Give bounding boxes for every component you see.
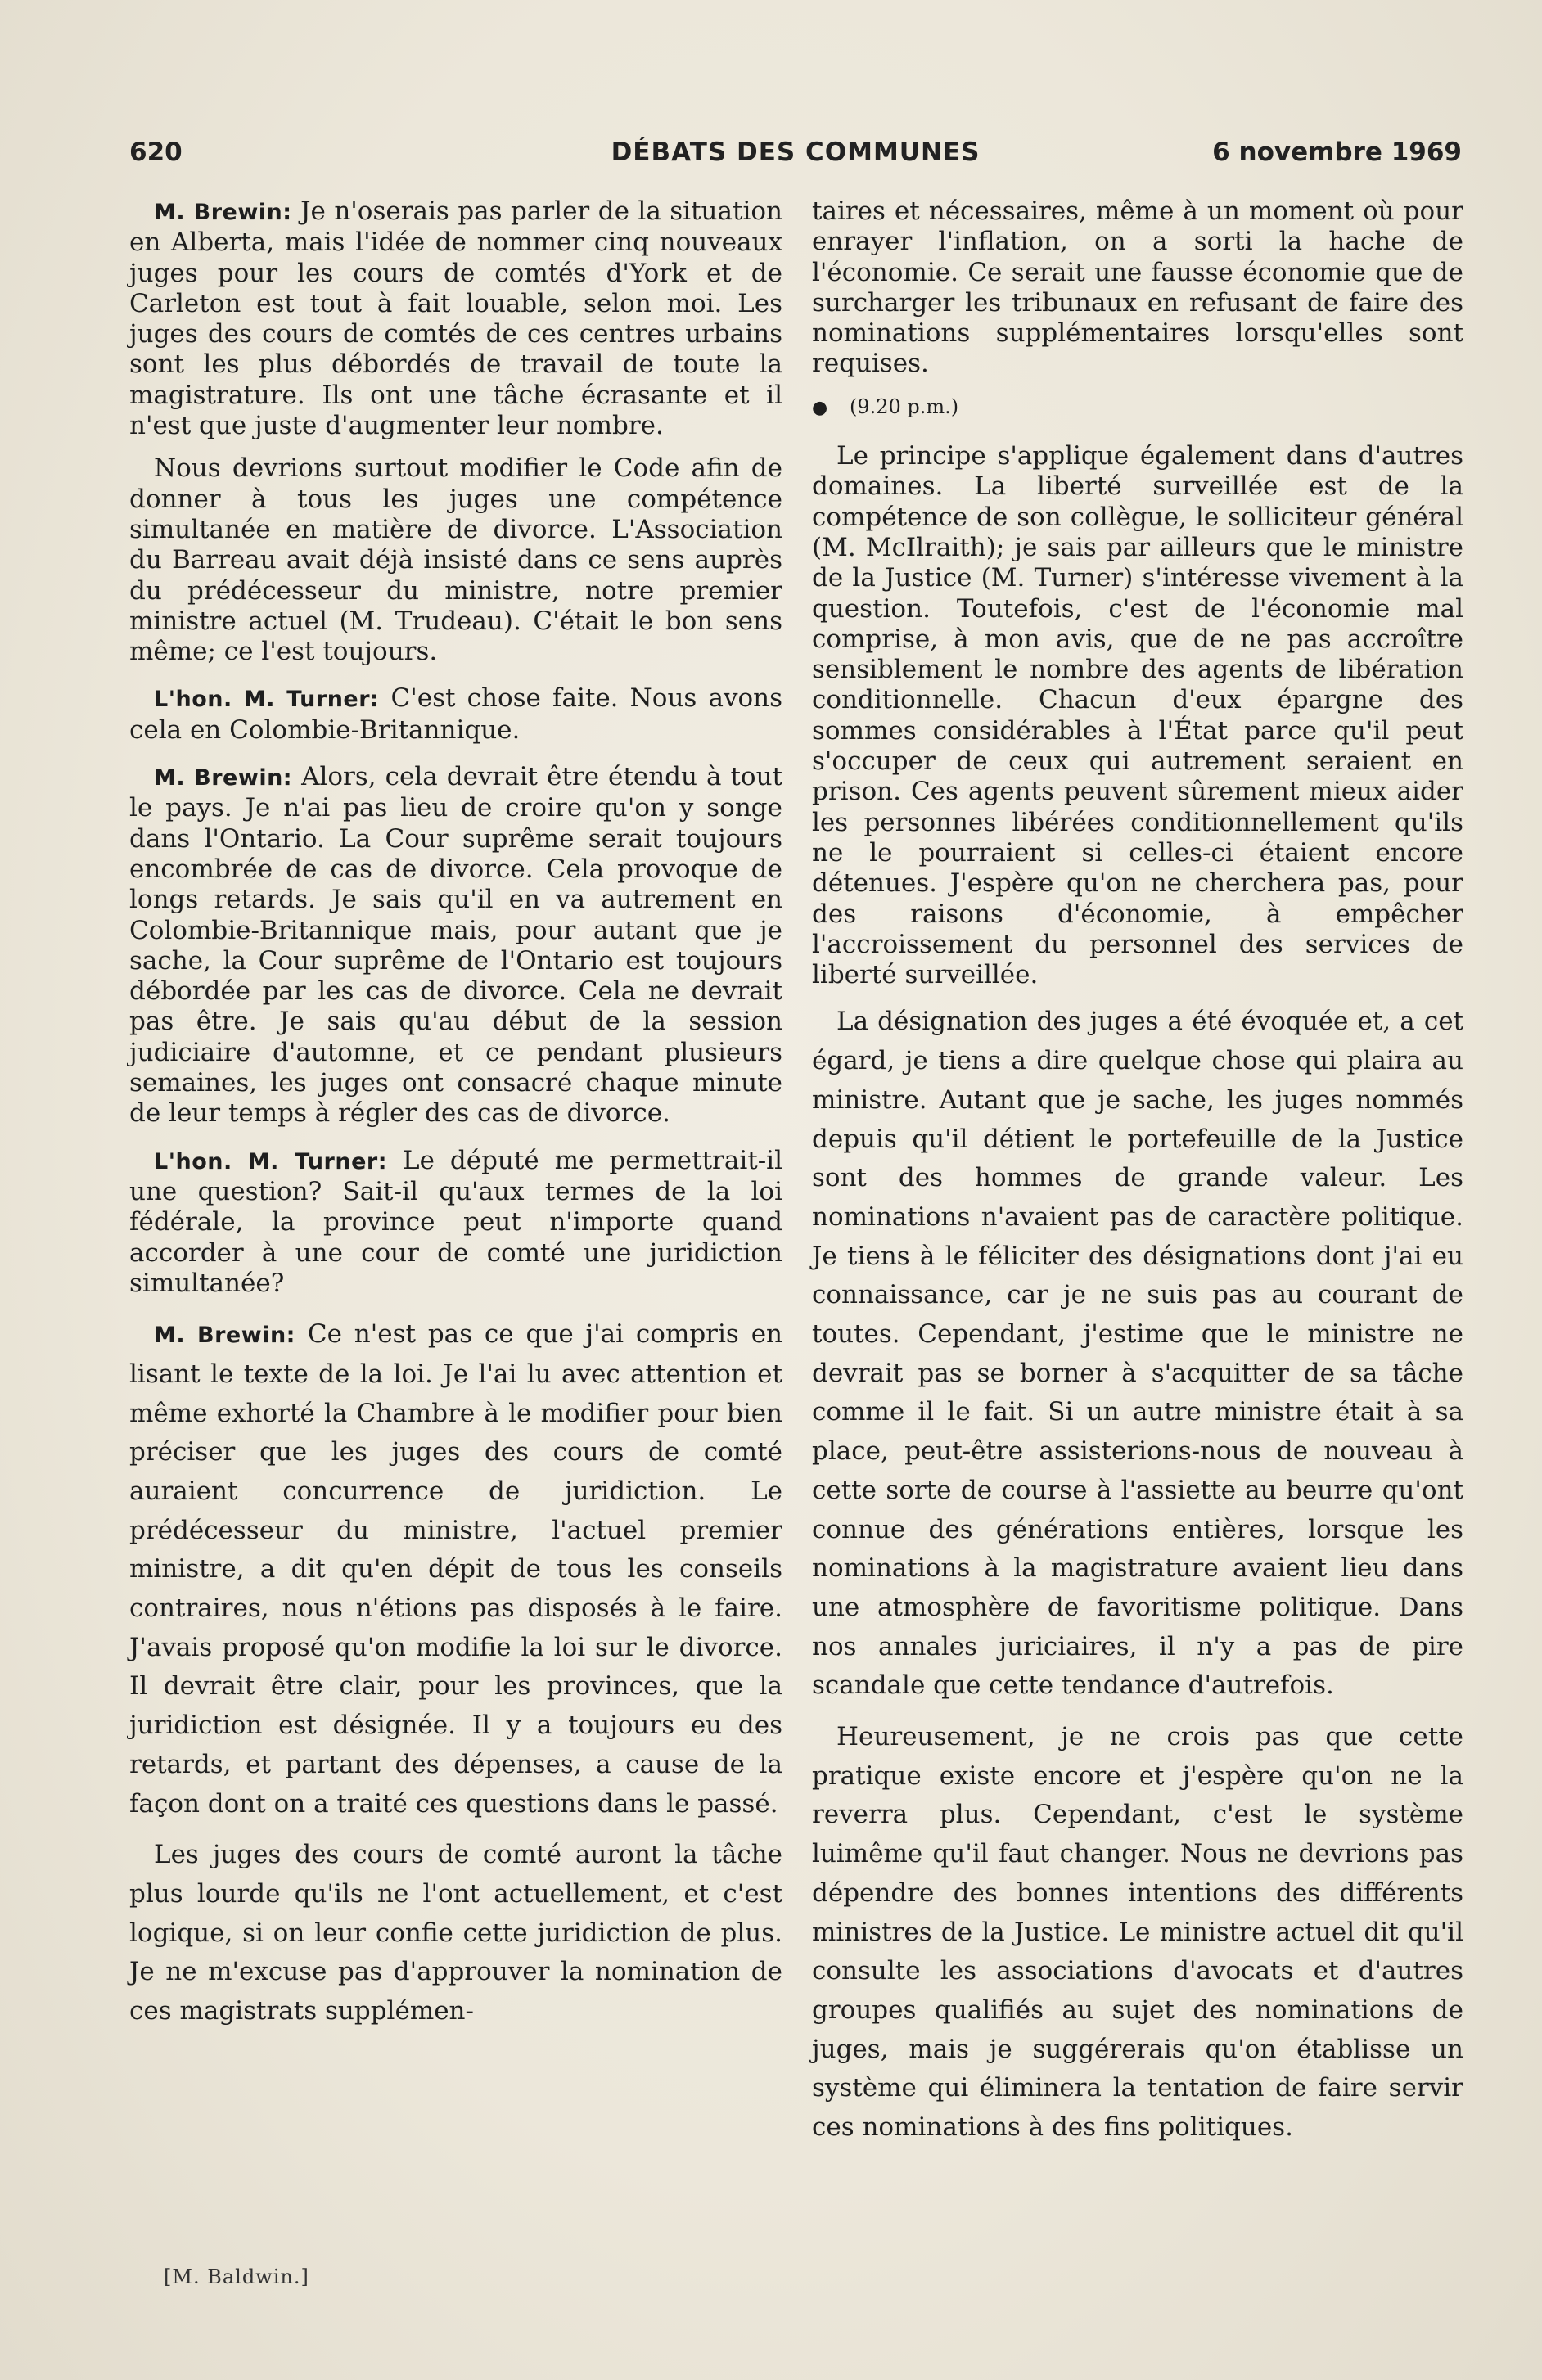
page-title: DÉBATS DES COMMUNES [611,137,981,167]
page-number: 620 [129,137,183,167]
paragraph: La désignation des juges a été évoquée et, a cet égard, je tiens a dire quelque chose qui plaira au ministre. Autant que je sache, les juges nommés depuis qu'il détient le portefeuille de la Justice sont des hommes de grande valeur. Les nominations n'avaient pas de caractère politique. Je tiens à le féliciter des désignations dont j'ai eu connaissance, car je ne suis pas au courant de toutes. Cependant, j'estime que le ministre ne devrait pas se borner à s'acquitter de sa tâche comme il le fait. Si un autre ministre était à sa place, peut-être assisterions-nous de nouveau à cette sorte de course à l'assiette au beurre qu'ont connue des générations entières, lorsque les nominations à la magistrature avaient lieu dans une atmosphère de favoritisme politique. Dans nos annales juriciaires, il n'y a pas de pire scandale que cette tendance d'autrefois. [812,1007,1463,1701]
speaker-name: M. Brewin: [154,200,292,225]
paragraph [129,196,782,441]
paragraph-text: Je n'oserais pas parler de la situation en Alberta, mais l'idée de nommer cinq nouveaux juges pour les cours de comtés d'York et de Carleton est tout à fait louable, selon moi. Les juges des cours de comtés de ces centres urbains sont les plus débordés de travail de toute la magistrature. Ils ont une tâche écrasante et il n'est que juste d'augmenter leur nombre. [129,196,783,441]
paragraph: Les juges des cours de comté auront la tâche plus lourde qu'ils ne l'ont actuellement, et c'est logique, si on leur confie cette juridiction de plus. Je ne m'excuse pas d'approuver la nomination de ces magistrats supplémen- [129,1840,782,2026]
paragraph: Heureusement, je ne crois pas que cette pratique existe encore et j'espère qu'on ne la reverra plus. Cependant, c'est le système luimême qu'il faut changer. Nous ne devrions pas dépendre des bonnes intentions des différents ministres de la Justice. Le ministre actuel dit qu'il consulte les associations d'avocats et d'autres groupes qualifiés au sujet des nominations de juges, mais je suggérerais qu'on établisse un système qui éliminera la tentation de faire servir ces nominations à des fins politiques. [812,1722,1463,2143]
page-date: 6 novembre 1969 [1212,137,1462,167]
paragraph-text: Le député me permettrait-il une question? Sait-il qu'aux termes de la loi fédérale, la province peut n'importe quand accorder à une cour de comté une juridiction simultanée? [129,1145,782,1298]
paragraph-text: Alors, cela devrait être étendu à tout le pays. Je n'ai pas lieu de croire qu'on y songe dans l'Ontario. La Cour suprême serait toujours encombrée de cas de divorce. Cela provoque de longs retards. Je sais qu'il en va autrement en Colombie-Britannique mais, pour autant que je sache, la Cour suprême de l'Ontario est toujours débordée par les cas de divorce. Cela ne devrait pas être. Je sais qu'au début de la session judiciaire d'automne, et ce pendant plusieurs semaines, les juges ont consacré chaque minute de leur temps à régler des cas de divorce. [129,762,782,1129]
paragraph [129,683,782,746]
timestamp [812,392,1463,423]
paragraph [129,762,782,1129]
paragraph [129,1146,782,1299]
speaker-name: M. Brewin: [154,1323,295,1349]
paragraph-text: C'est chose faite. Nous avons cela en Colombie-Britannique. [129,683,783,745]
speaker-name: M. Brewin: [154,765,293,791]
paragraph-text: Ce n'est pas ce que j'ai compris en lisant le texte de la loi. Je l'ai lu avec attention et même exhorté la Chambre à le modifier pour bien préciser que les juges des cours de comté auraient concurrence de juridiction. Le prédécesseur du ministre, l'actuel premier ministre, a dit qu'en dépit de tous les conseils contraires, nous n'étions pas disposés à le faire. J'avais proposé qu'on modifie la loi sur le divorce. Il devrait être clair, pour les provinces, que la juridiction est désignée. Il y a toujours eu des retards, et partant des dépenses, a cause de la façon dont on a traité ces questions dans le passé. [129,1319,783,1819]
right-column [812,196,1463,2160]
footer-note: [M. Baldwin.] [164,2265,309,2288]
bullet-icon: ● [812,397,828,418]
timestamp-text: (9.20 p.m.) [850,394,959,418]
paragraph: Le principe s'applique également dans d'autres domaines. La liberté surveillée est de la compétence de son collègue, le solliciteur général (M. McIlraith); je sais par ailleurs que le ministre de la Justice (M. Turner) s'intéresse vivement à la question. Toutefois, c'est de l'économie mal comprise, à mon avis, que de ne pas accroître sensiblement le nombre des agents de libération conditionnelle. Chacun d'eux épargne des sommes considérables à l'État parce qu'il peut s'occuper de ceux qui autrement seraient en prison. Ces agents peuvent sûrement mieux aider les personnes libérées conditionnellement qu'ils ne le pourraient si celles-ci étaient encore détenues. J'espère qu'on ne cherchera pas, pour des raisons d'économie, à empêcher l'accroissement du personnel des services de liberté surveillée. [812,441,1463,990]
paragraph: Nous devrions surtout modifier le Code afin de donner à tous les juges une compétence simultanée en matière de divorce. L'Association du Barreau avait déjà insisté dans ce sens auprès du prédécesseur du ministre, notre premier ministre actuel (M. Trudeau). C'était le bon sens même; ce l'est toujours. [129,453,782,667]
page-header [129,137,1462,178]
paragraph: taires et nécessaires, même à un moment où pour enrayer l'inflation, on a sorti la hache de l'économie. Ce serait une fausse économie que de surcharger les tribunaux en refusant de faire des nominations supplémentaires lorsqu'elles sont requises. [812,196,1463,379]
paragraph [129,1315,782,1823]
speaker-name: L'hon. M. Turner: [154,687,380,713]
left-column [129,196,782,2044]
speaker-name: L'hon. M. Turner: [154,1148,388,1174]
